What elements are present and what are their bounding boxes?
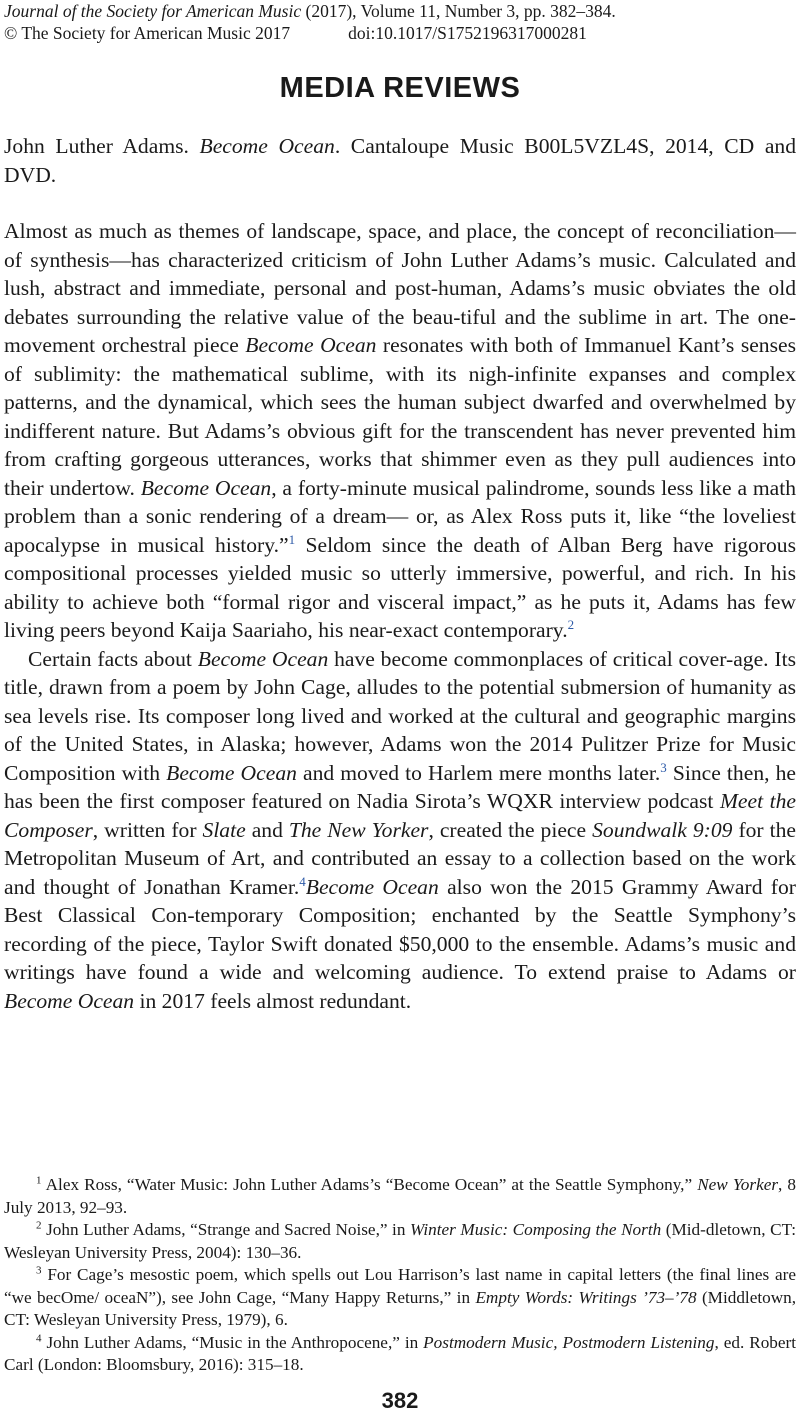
footnote-text: (Mid-dletown, CT: Wesleyan University Press, 2004): 130–36. [4, 1220, 796, 1262]
footnote-ref-3[interactable]: 3 [660, 759, 667, 775]
footnote-1 [4, 1174, 796, 1219]
p1-text-c: resonates with both of Immanuel Kant’s senses of sublimity: the mathematical sublime, with its nigh-infinite expanses and complex patterns, and the dynamical, which sees the human subject dwarfed and overwhelmed by indifferent nature. But Adams’s obvious gift for the transcendent has never prevented him from crafting gorgeous utterances, works that shimmer even as they pull audiences into their undertow. [4, 333, 796, 500]
p2-text-a: Certain facts about [28, 646, 198, 671]
p2-text-f: Since then, he has been the first composer featured on Nadia Sirota’s WQXR interview podcast [4, 760, 796, 813]
p2-work-title: Become Ocean [197, 646, 329, 671]
copyright-line: © The Society for American Music 2017 [4, 23, 291, 43]
p1-text-a: Almost as much as themes of landscape, space, and place, the concept of reconciliation—of synthesis—has characterized criticism of John Luther Adams’s music. Calculated and lush, abstract and immediate, personal and post-human, Adams’s music obviates the old debates surrounding the relative value of the beau-tiful and the sublime in art. The one-movement orchestral piece [4, 219, 796, 357]
footnote-text: For Cage’s mesostic poem, which spells out Lou Harrison’s last name in capital letters (the final lines are “we becOme/ oceaN”), see John Cage, “Many Happy Returns,” in [4, 1265, 796, 1307]
footnote-number: 1 [36, 1174, 42, 1187]
p2-work-title: Become Ocean [4, 988, 135, 1013]
doi-label [348, 23, 587, 43]
publication-new-yorker: The New Yorker [288, 817, 429, 842]
footnote-3 [4, 1264, 796, 1332]
footnote-text: Alex Ross, “Water Music: John Luther Adams’s “Become Ocean” at the Seattle Symphony,” [45, 1175, 698, 1194]
p1-text-e: , a forty-minute musical palindrome, sounds less like a math problem than a sonic rendering of a dream— or, as Alex Ross puts it, like “the loveliest apocalypse in musical history.” [4, 475, 797, 557]
header-row-2 [4, 22, 796, 44]
footnote-number: 2 [36, 1219, 42, 1232]
soundwalk-title: Soundwalk 9:09 [592, 817, 733, 842]
p2-text-l: , created the piece [428, 817, 593, 842]
footnote-text: , ed. Robert Carl (London: Bloomsbury, 2016): 315–18. [4, 1332, 797, 1374]
running-header [4, 0, 796, 44]
p2-text-c: have become commonplaces of critical cover-age. Its title, drawn from a poem by John Cage, alludes to the potential submersion of humanity as sea levels rise. Its composer long lived and worked at the cultural and geographic margins of the United States, in Alaska; however, Adams won the 2014 Pulitzer Prize for Music Composition with [4, 646, 796, 785]
footnote-ref-2[interactable]: 2 [567, 616, 575, 632]
journal-name: Journal of the Society for American Music [4, 1, 302, 21]
p2-text-h: , written for [92, 817, 203, 842]
footnote-ref-4[interactable]: 4 [299, 873, 306, 889]
p2-text-j: and [245, 817, 289, 842]
p1-work-title: Become Ocean [245, 333, 377, 357]
footnote-text: (Middletown, CT: Wesleyan University Press, 1979), 6. [4, 1287, 796, 1329]
footnote-2 [4, 1219, 796, 1264]
doi-link[interactable]: 10.1017/S1752196317000281 [375, 23, 587, 43]
footnote-number: 4 [36, 1331, 42, 1344]
p2-text-p: also won the 2015 Grammy Award for Best Classical Con-temporary Composition; enchanted by the Seattle Symphony’s recording of the piece, Taylor Swift donated $50,000 to the ensemble. Adams’s music and writings have found a wide and welcoming audience. To extend praise to Adams or [4, 874, 796, 984]
section-title: MEDIA REVIEWS [279, 72, 521, 104]
footnote-italic: New Yorker [697, 1175, 779, 1194]
p2-text-n: for the Metropolitan Museum of Art, and contributed an essay to a collection based on the work and thought of Jonathan Kramer. [4, 817, 797, 899]
footnote-text: John Luther Adams, “Strange and Sacred Noise,” in [46, 1220, 410, 1239]
footnote-4 [4, 1332, 796, 1377]
header-row-1 [4, 0, 796, 22]
citation-composer: John Luther Adams. [4, 134, 200, 158]
page-number: 382 [381, 1388, 419, 1413]
review-body [4, 217, 796, 1015]
journal-info: (2017), Volume 11, Number 3, pp. 382–384. [301, 1, 616, 21]
footnote-ref-1[interactable]: 1 [288, 531, 296, 547]
p2-text-r: in 2017 feels almost redundant. [134, 988, 412, 1013]
podcast-title: Meet the Composer [4, 789, 796, 842]
footnote-italic: Winter Music: Composing the North [409, 1220, 662, 1239]
p2-work-title: Become Ocean [166, 760, 297, 785]
paragraph-2 [4, 645, 796, 1016]
footnote-italic: Empty Words: Writings ’73–’78 [475, 1287, 697, 1307]
p1-work-title: Become Ocean [140, 475, 272, 500]
paragraph-1 [4, 217, 796, 645]
p2-text-e: and moved to Harlem mere months later. [296, 760, 661, 785]
doi-prefix: doi: [348, 23, 376, 43]
footnote-number: 3 [36, 1264, 42, 1277]
footnote-text: , 8 July 2013, 92–93. [4, 1175, 796, 1217]
footnotes [4, 1174, 796, 1377]
footnote-italic: Postmodern Music, Postmodern Listening [423, 1332, 715, 1352]
footnote-text: John Luther Adams, “Music in the Anthropocene,” in [46, 1332, 424, 1352]
review-citation [4, 132, 796, 189]
p2-work-title: Become Ocean [305, 874, 439, 899]
citation-work-title: Become Ocean [199, 134, 335, 158]
p1-text-f: Seldom since the death of Alban Berg have rigorous compositional processes yielded music so utterly immersive, powerful, and rich. In his ability to achieve both “formal rigor and visceral impact,” as he puts it, Adams has few living peers beyond Kaija Saariaho, his near-exact contemporary. [4, 532, 796, 642]
citation-details: . Cantaloupe Music B00L5VZL4S, 2014, CD and DVD. [4, 134, 797, 187]
publication-slate: Slate [202, 817, 246, 842]
